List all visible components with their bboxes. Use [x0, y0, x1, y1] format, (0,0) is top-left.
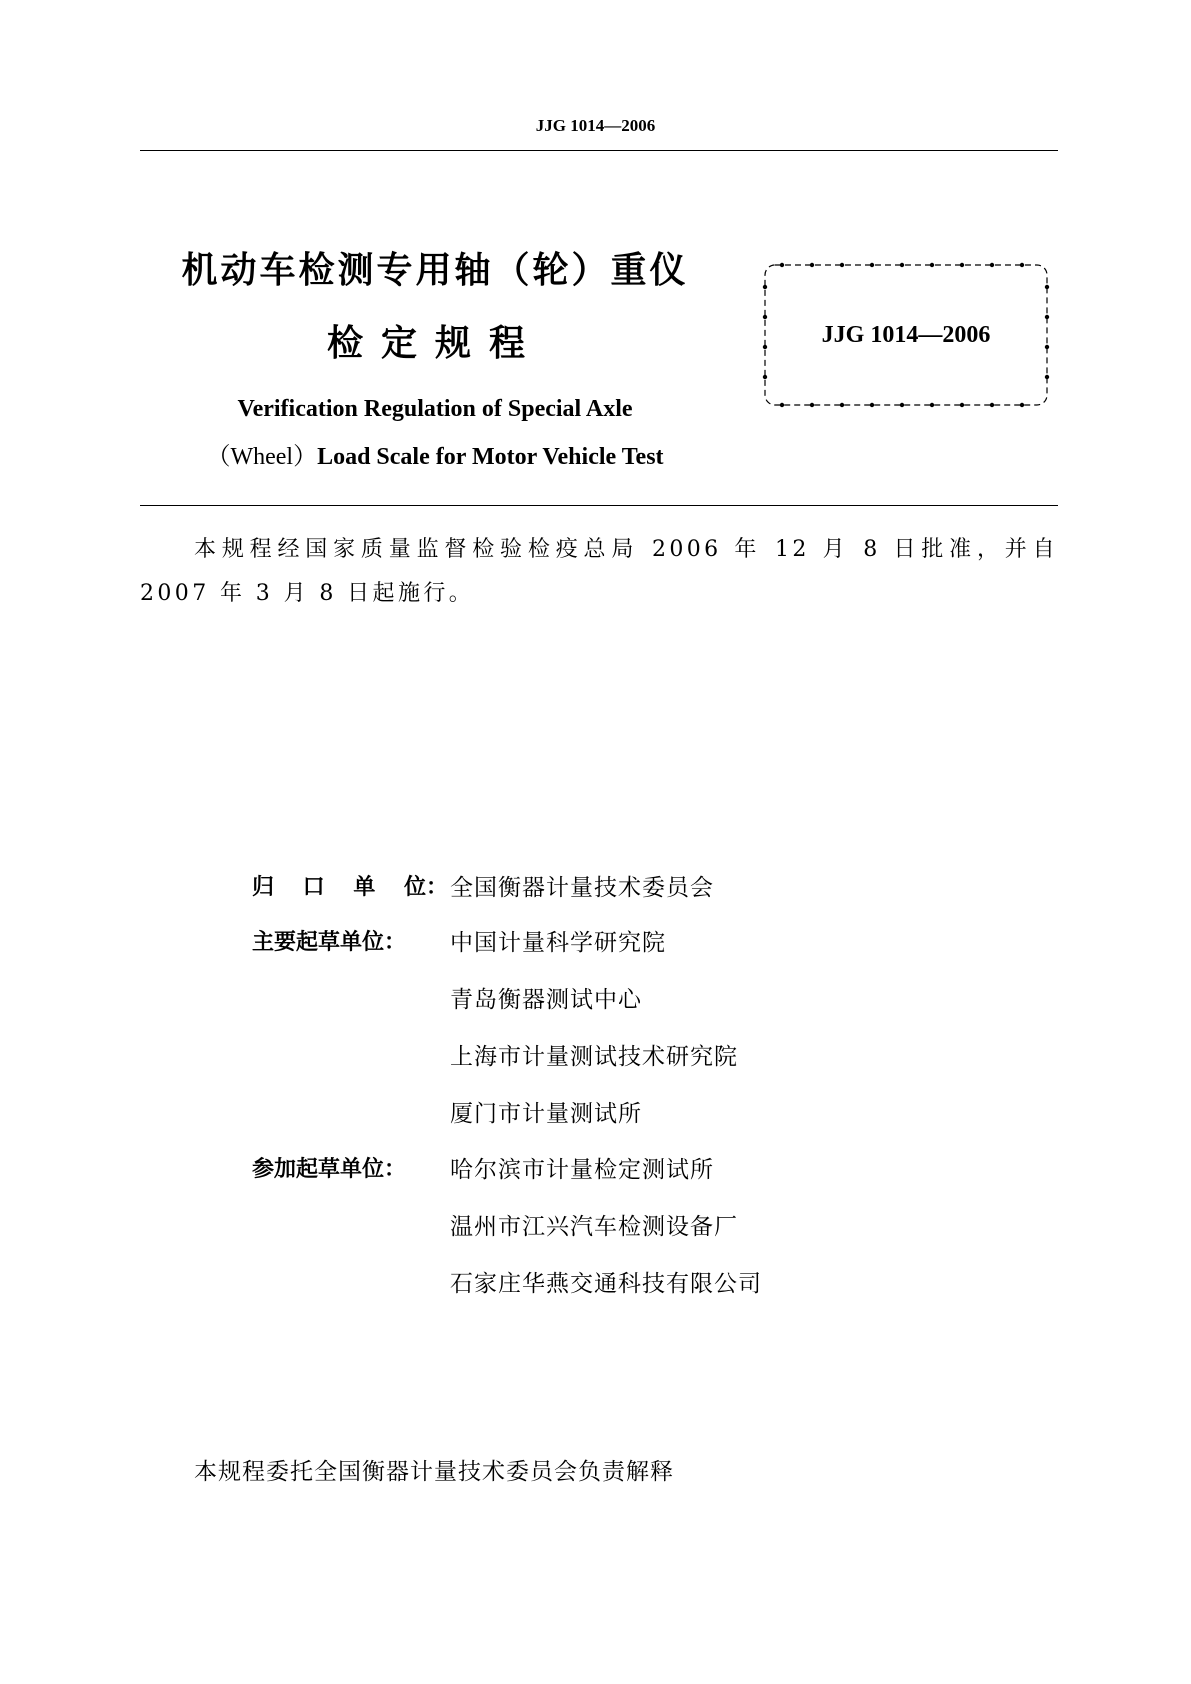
title-english-wheel: （Wheel） — [206, 444, 318, 470]
main-drafting-label: 主要起草单位： — [252, 930, 407, 955]
title-chinese-line2: 检定规程 — [326, 323, 543, 364]
responsible-unit: 全国衡器计量技术委员会 — [450, 875, 714, 901]
main-drafting-unit: 上海市计量测试技术研究院 — [450, 1044, 738, 1070]
title-divider-rule — [140, 505, 1058, 506]
participating-drafting-unit: 石家庄华燕交通科技有限公司 — [450, 1271, 762, 1297]
title-english-line2 — [140, 436, 730, 471]
header-standard-code: JJG 1014—2006 — [535, 116, 656, 135]
participating-drafting-unit: 温州市江兴汽车检测设备厂 — [450, 1214, 738, 1240]
main-drafting-unit: 中国计量科学研究院 — [450, 930, 666, 956]
title-english-line1: Verification Regulation of Special Axle — [237, 396, 633, 422]
main-drafting-unit: 厦门市计量测试所 — [450, 1101, 642, 1127]
responsible-unit-label: 归 口 单 位： — [252, 875, 448, 900]
main-drafting-unit: 青岛衡器测试中心 — [450, 987, 642, 1013]
participating-drafting-unit: 哈尔滨市计量检定测试所 — [450, 1157, 714, 1183]
title-chinese-line1: 机动车检测专用轴（轮）重仪 — [181, 250, 689, 291]
approval-statement: 本规程经国家质量监督检验检疫总局 2006 年 12 月 8 日批准，并自 2007 年 3 月 8 日起施行。 — [140, 537, 1058, 606]
participating-drafting-label: 参加起草单位： — [252, 1157, 407, 1182]
interpretation-note: 本规程委托全国衡器计量技术委员会负责解释 — [194, 1459, 674, 1485]
header-rule — [140, 150, 1058, 151]
standard-code-box: JJG 1014—2006 — [821, 321, 991, 348]
title-english-rest: Load Scale for Motor Vehicle Test — [317, 444, 664, 470]
